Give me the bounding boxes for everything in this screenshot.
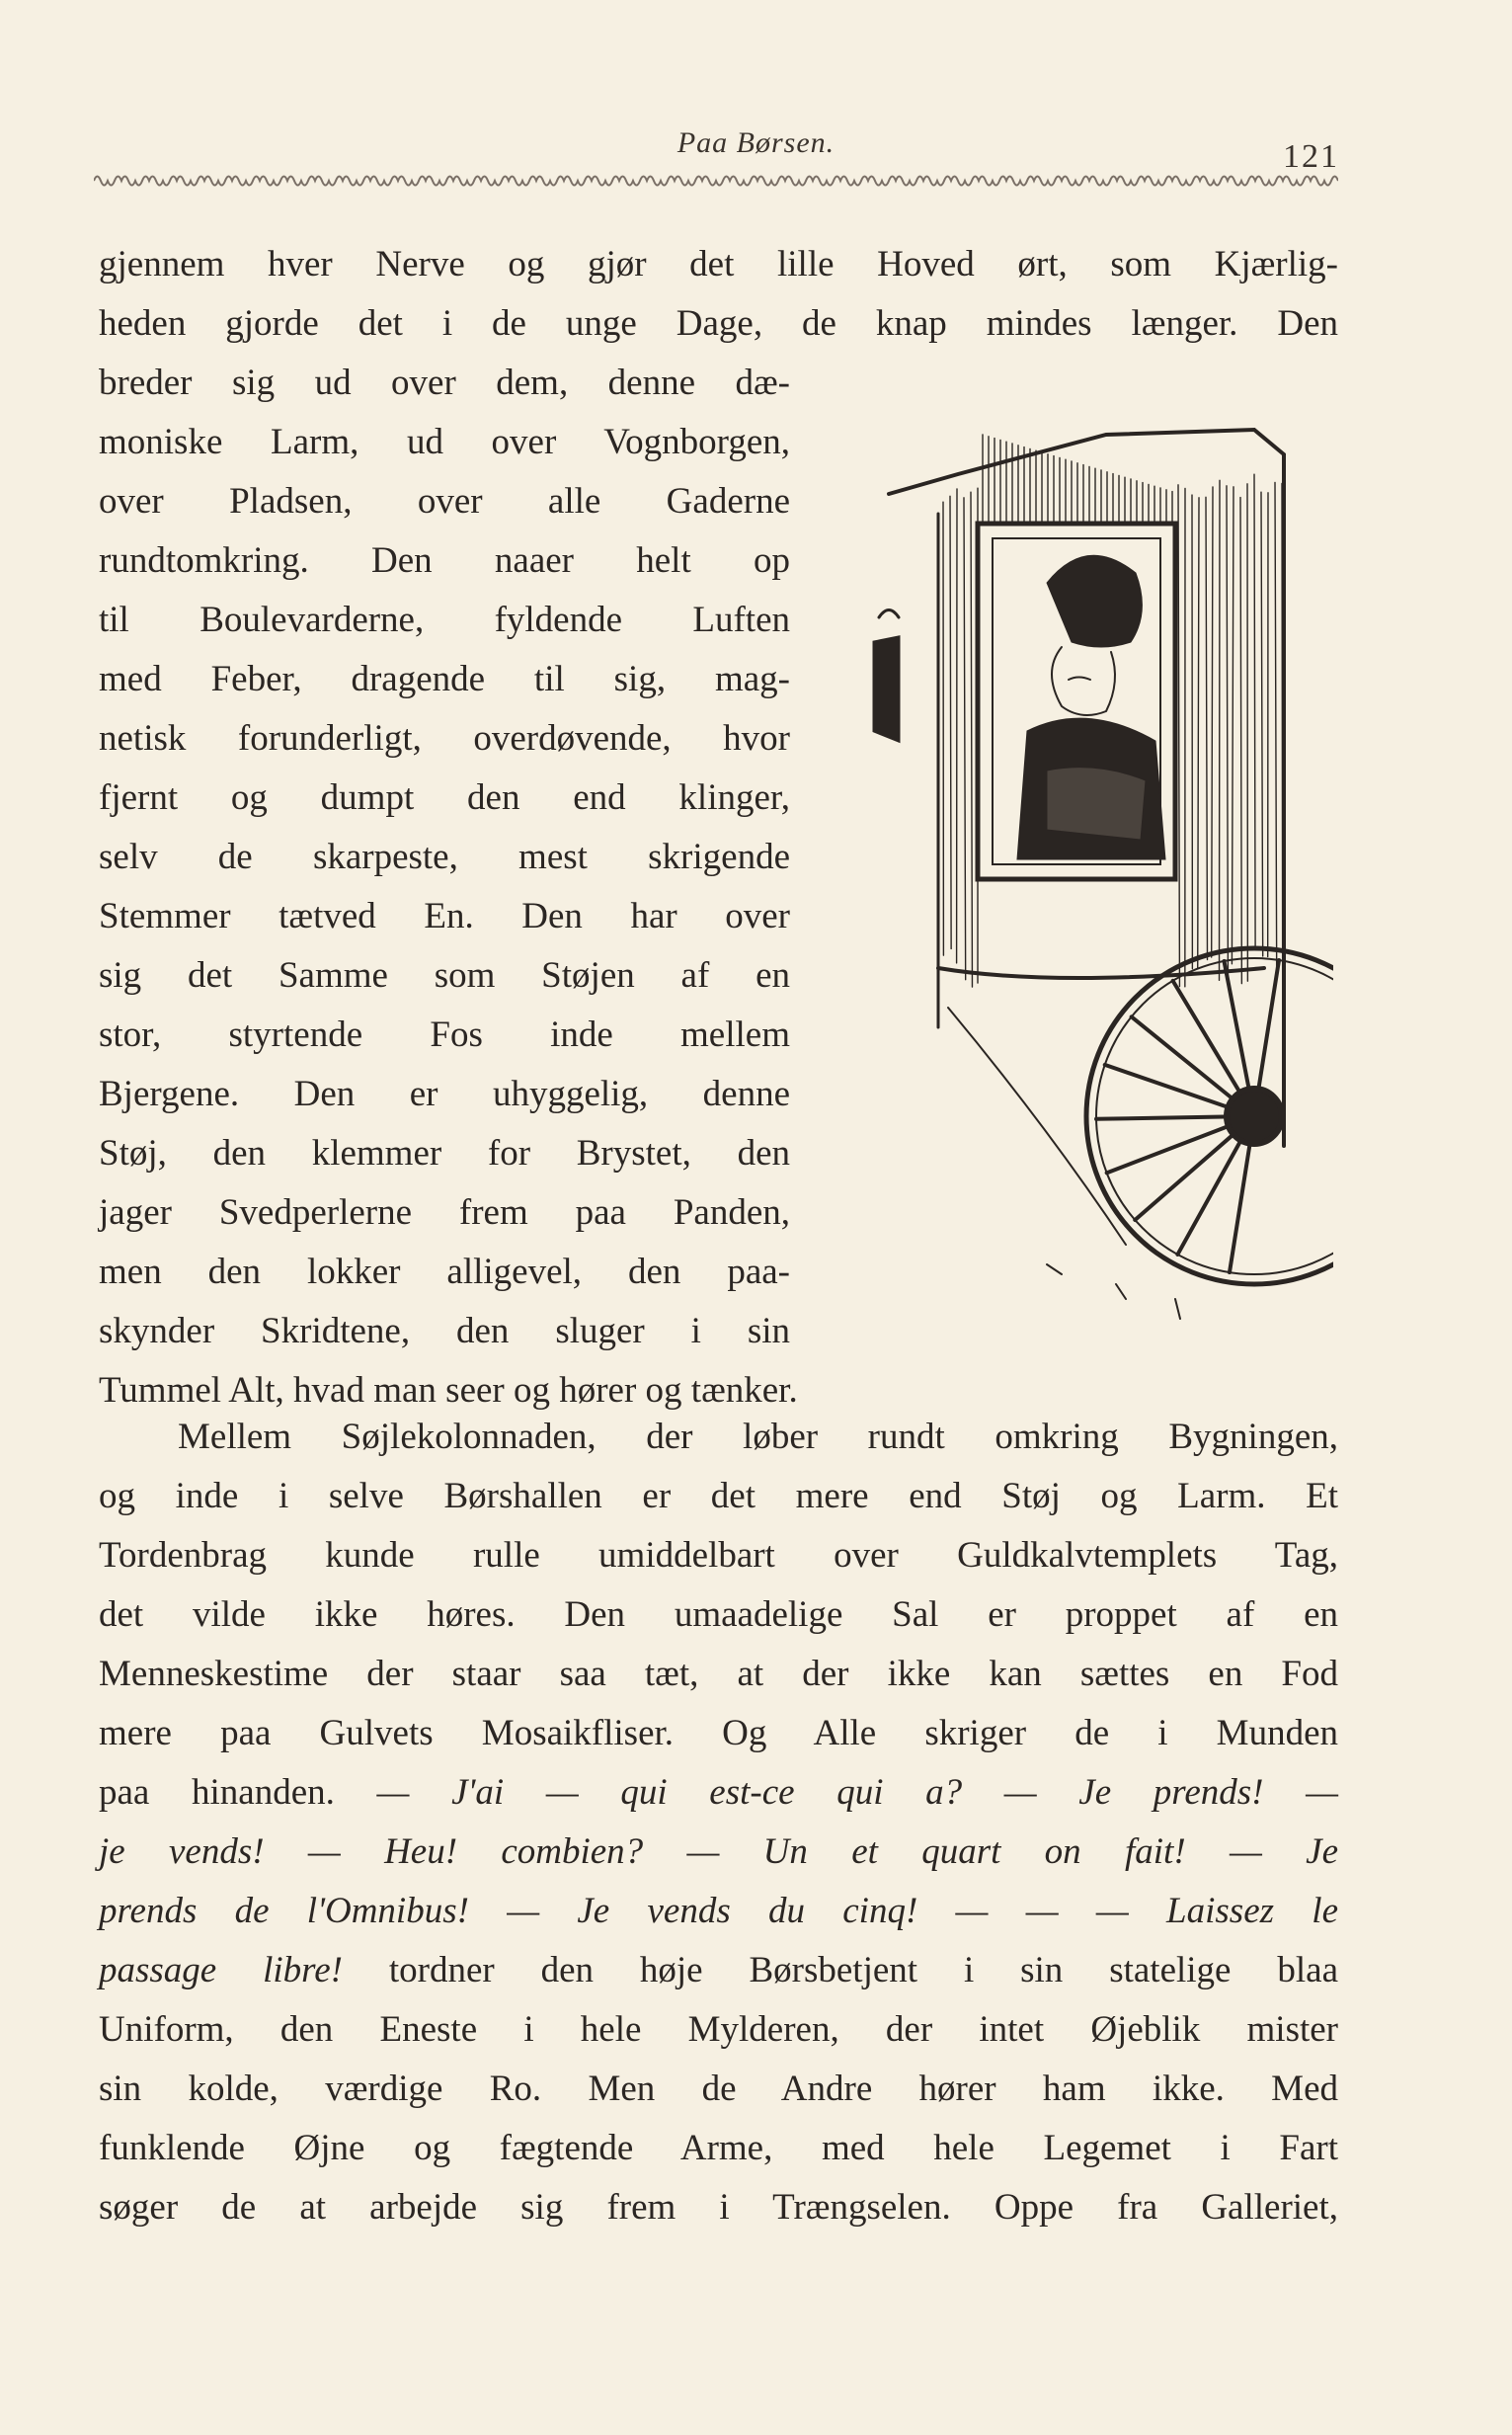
hatch-stroke xyxy=(1232,487,1233,964)
text-line: til Boulevarderne, fyldende Luften xyxy=(99,600,790,640)
hatch-stroke xyxy=(1282,483,1283,982)
paragraph-2 xyxy=(99,1408,1338,2237)
text-line: Tordenbrag kunde rulle umiddelbart over Guldkalvtemplets Tag, xyxy=(99,1535,1338,1576)
hatch-stroke xyxy=(1212,487,1213,957)
text-line: Støj, den klemmer for Brystet, den xyxy=(99,1133,790,1174)
wheel-spoke xyxy=(1096,1117,1225,1119)
text-line: moniske Larm, ud over Vognborgen, xyxy=(99,422,790,462)
text-line: skynder Skridtene, den sluger i sin xyxy=(99,1311,790,1351)
wavy-rule-ornament xyxy=(94,166,1338,196)
hatch-stroke xyxy=(964,498,966,980)
text-line: over Pladsen, over alle Gaderne xyxy=(99,481,790,522)
hatch-stroke xyxy=(1275,482,1277,974)
text-line: men den lokker alligevel, den paa- xyxy=(99,1252,790,1292)
text-line: rundtomkring. Den naaer helt op xyxy=(99,540,790,581)
text-line: Bjergene. Den er uhyggelig, denne xyxy=(99,1074,790,1114)
wheel-spoke xyxy=(1105,1065,1227,1106)
text-line: Uniform, den Eneste i hele Mylderen, der intet Øjeblik mister xyxy=(99,2009,1338,2050)
text-line: gjennem hver Nerve og gjør det lille Hoved ørt, som Kjærlig- xyxy=(99,244,1338,284)
wheel-spoke xyxy=(1132,1016,1232,1097)
text-line: selv de skarpeste, mest skrigende xyxy=(99,837,790,877)
hatch-stroke xyxy=(1240,498,1241,984)
page-number: 121 xyxy=(1283,138,1339,175)
italic-exclamations: — J'ai — qui est-ce qui a? — Je prends! — xyxy=(376,1772,1339,1813)
italic-exclamations: prends de l'Omnibus! — Je vends du cinq! — — — Laissez le xyxy=(99,1891,1338,1931)
running-title: Paa Børsen. xyxy=(676,126,836,159)
hatch-stroke xyxy=(1178,485,1179,987)
hatch-stroke xyxy=(1254,474,1255,949)
hatch-stroke xyxy=(1198,498,1199,968)
carriage-illustration xyxy=(820,415,1333,1324)
italic-exclamations: passage libre! xyxy=(99,1950,343,1990)
hatch-stroke xyxy=(1206,497,1207,959)
italic-exclamations: je vends! — Heu! combien? — Un et quart on fait! — Je xyxy=(99,1831,1338,1872)
text-line: heden gjorde det i de unge Dage, de knap mindes længer. Den xyxy=(99,303,1338,344)
text-line: sig det Samme som Støjen af en xyxy=(99,955,790,996)
text-line: sin kolde, værdige Ro. Men de Andre hører ham ikke. Med xyxy=(99,2069,1338,2109)
hatch-stroke xyxy=(950,496,951,948)
hatch-stroke xyxy=(1261,492,1263,956)
wheel-spoke xyxy=(1135,1136,1232,1220)
text-line: og inde i selve Børshallen er det mere end Støj og Larm. Et xyxy=(99,1476,1338,1516)
wheel-spoke xyxy=(1173,981,1239,1091)
text-line: mere paa Gulvets Mosaikfliser. Og Alle skriger de i Munden xyxy=(99,1713,1338,1753)
text-line: fjernt og dumpt den end klinger, xyxy=(99,777,790,818)
hatch-stroke xyxy=(971,492,972,987)
text-line: søger de at arbejde sig frem i Trængselen. Oppe fra Galleriet, xyxy=(99,2187,1338,2228)
wheel-spoke xyxy=(1224,961,1248,1088)
text-line: det vilde ikke høres. Den umaadelige Sal er proppet af en xyxy=(99,1594,1338,1635)
text-line: Mellem Søjlekolonnaden, der løber rundt omkring Bygningen, xyxy=(178,1417,1338,1457)
hatch-stroke xyxy=(1227,486,1228,983)
text-line xyxy=(99,1763,1338,1823)
text-line: funklende Øjne og fægtende Arme, med hele Legemet i Fart xyxy=(99,2128,1338,2168)
text-fragment: tordner den høje Børsbetjent i sin statelige blaa xyxy=(388,1950,1338,1990)
text-line: jager Svedperlerne frem paa Panden, xyxy=(99,1192,790,1233)
text-line: med Feber, dragende til sig, mag- xyxy=(99,659,790,699)
wheel-spoke xyxy=(1177,1142,1239,1255)
text-line: stor, styrtende Fos inde mellem xyxy=(99,1015,790,1055)
text-line: Stemmer tætved En. Den har over xyxy=(99,896,790,936)
wheel-spoke xyxy=(1230,1146,1249,1272)
text-line: Tummel Alt, hvad man seer og hører og tænker. xyxy=(99,1370,798,1411)
text-line: netisk forunderligt, overdøvende, hvor xyxy=(99,718,790,759)
text-fragment: paa hinanden. xyxy=(99,1772,335,1813)
wheel-spoke xyxy=(1107,1127,1227,1174)
text-line: breder sig ud over dem, denne dæ- xyxy=(99,363,790,403)
text-line: Menneskestime der staar saa tæt, at der ikke kan sættes en Fod xyxy=(99,1654,1338,1694)
text-line xyxy=(99,1941,1338,2000)
wheel-spoke xyxy=(1259,960,1279,1087)
